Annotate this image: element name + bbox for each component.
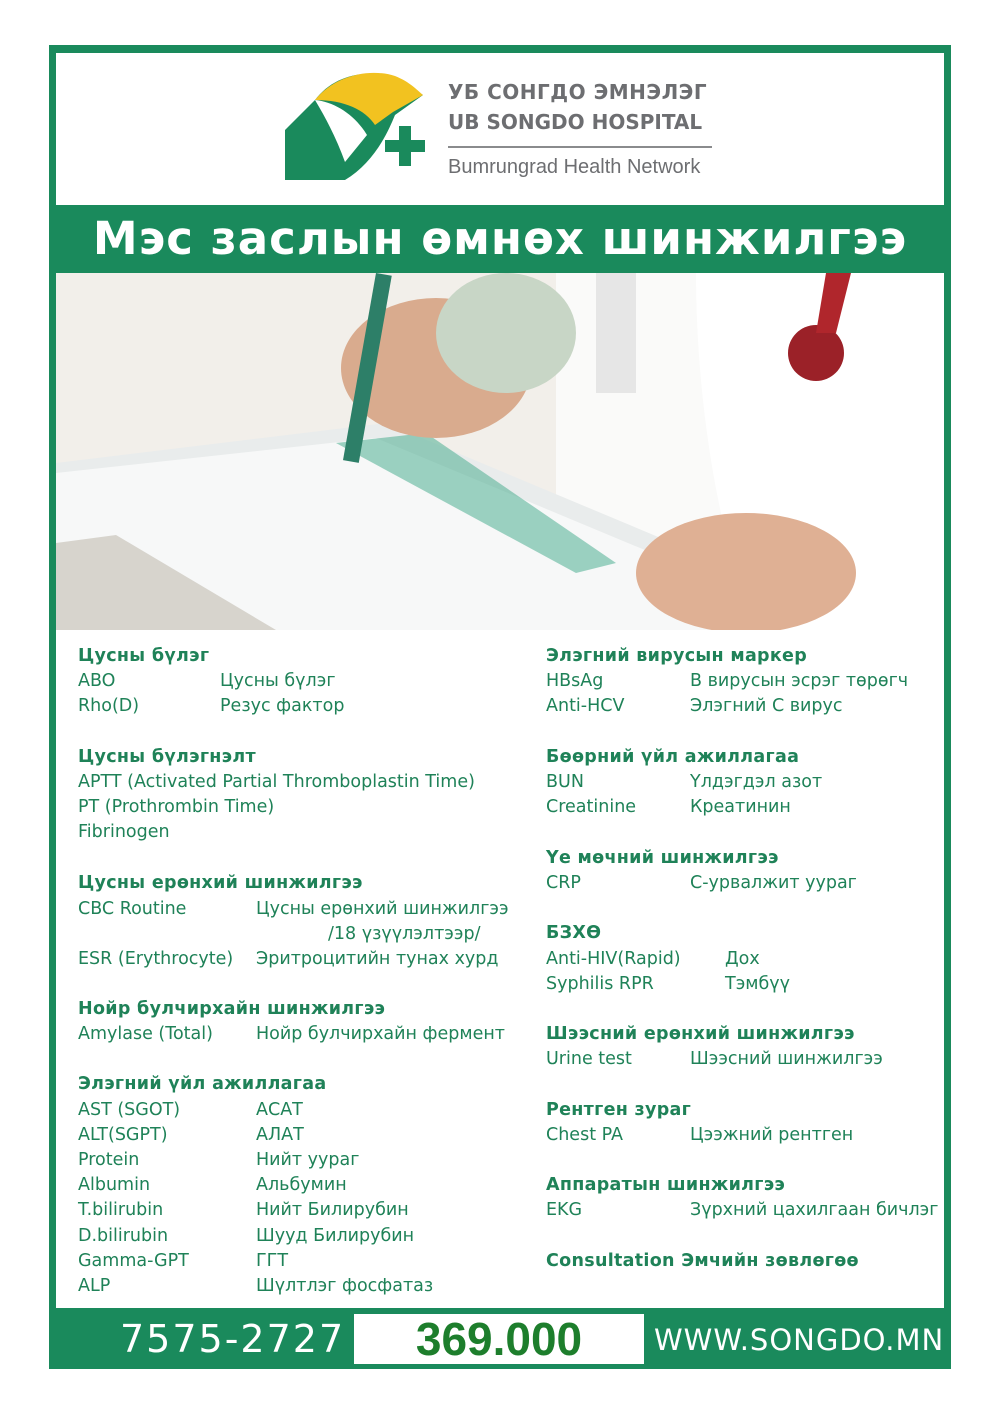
test-code: AST (SGOT) <box>78 1100 181 1120</box>
test-desc: В вирусын эсрэг төрөгч <box>690 671 909 691</box>
test-code: ALP <box>78 1276 111 1296</box>
test-code: Fibrinogen <box>78 822 170 842</box>
page-title: Мэс заслын өмнөх шинжилгээ <box>92 212 908 265</box>
test-desc: Альбумин <box>256 1175 347 1195</box>
doctor-writing-on-clipboard-photo <box>56 273 944 630</box>
test-code: Urine test <box>546 1049 632 1069</box>
hospital-name-mn: УБ СОНГДО ЭМНЭЛЭГ <box>448 80 708 104</box>
test-code: CBC Routine <box>78 899 187 919</box>
test-code: T.bilirubin <box>78 1200 164 1220</box>
test-desc: Дох <box>725 949 760 969</box>
test-desc: Нойр булчирхайн фермент <box>256 1024 505 1044</box>
test-desc: С-урвалжит уураг <box>690 873 857 893</box>
section-heading: Нойр булчирхайн шинжилгээ <box>78 999 386 1019</box>
network-name: Bumrungrad Health Network <box>448 156 701 178</box>
test-desc: Креатинин <box>690 797 791 817</box>
test-code: Amylase (Total) <box>78 1024 213 1044</box>
section-heading: Үе мөчний шинжилгээ <box>546 848 779 868</box>
test-code: D.bilirubin <box>78 1226 169 1246</box>
hospital-name-en: UB SONGDO HOSPITAL <box>448 110 703 134</box>
test-desc: АСАТ <box>256 1100 303 1120</box>
test-code: EKG <box>546 1200 583 1220</box>
test-code: ESR (Erythrocyte) <box>78 949 234 969</box>
test-desc: Шээсний шинжилгээ <box>690 1049 883 1069</box>
test-desc: Эритроцитийн тунах хурд <box>256 949 499 969</box>
test-code: APTT (Activated Partial Thromboplastin Time) <box>78 772 475 792</box>
test-code: Chest PA <box>546 1125 624 1145</box>
section-heading: Шээсний ерөнхий шинжилгээ <box>546 1024 855 1044</box>
test-code: HBsAg <box>546 671 604 691</box>
test-code: CRP <box>546 873 581 893</box>
test-desc: Резус фактор <box>220 696 345 716</box>
test-code: Creatinine <box>546 797 637 817</box>
section-heading: Цусны бүлэгнэлт <box>78 747 256 767</box>
test-code: Anti-HCV <box>546 696 625 716</box>
test-desc: Элэгний С вирус <box>690 696 843 716</box>
test-desc: Нийт уураг <box>256 1150 360 1170</box>
test-code: Protein <box>78 1150 140 1170</box>
test-desc: ГГТ <box>256 1251 289 1271</box>
test-code: Rho(D) <box>78 696 140 716</box>
section-heading: БЗХӨ <box>546 923 602 943</box>
section-heading: Цусны бүлэг <box>78 646 210 666</box>
brand-block <box>448 80 712 179</box>
test-desc: Цээжний рентген <box>690 1125 854 1145</box>
test-code: ABO <box>78 671 116 691</box>
test-code: PT (Prothrombin Time) <box>78 797 275 817</box>
price-value: 369.000 <box>415 1313 583 1365</box>
test-code: BUN <box>546 772 584 792</box>
test-desc: Нийт Билирубин <box>256 1200 409 1220</box>
brand-divider <box>448 146 712 148</box>
section-heading: Consultation Эмчийн зөвлөгөө <box>546 1251 859 1271</box>
section-heading: Рентген зураг <box>546 1100 692 1120</box>
test-code: Gamma-GPT <box>78 1251 189 1271</box>
test-code: ALT(SGPT) <box>78 1125 168 1145</box>
test-code: Syphilis RPR <box>546 974 654 994</box>
section-heading: Бөөрний үйл ажиллагаа <box>546 747 800 767</box>
section-heading: Аппаратын шинжилгээ <box>546 1175 786 1195</box>
website-link[interactable]: WWW.SONGDO.MN <box>654 1323 945 1357</box>
test-desc: АЛАТ <box>256 1125 304 1145</box>
test-code: Anti-HIV(Rapid) <box>546 949 681 969</box>
section-heading: Элэгний вирусын маркер <box>546 646 808 666</box>
test-desc: /18 үзүүлэлтээр/ <box>328 924 481 944</box>
test-desc: Цусны бүлэг <box>220 671 336 691</box>
test-code: Albumin <box>78 1175 151 1195</box>
section-heading: Цусны ерөнхий шинжилгээ <box>78 873 363 893</box>
phone-number[interactable]: 7575-2727 <box>120 1317 346 1361</box>
test-desc: Үлдэгдэл азот <box>690 772 823 792</box>
test-desc: Зүрхний цахилгаан бичлэг <box>690 1200 939 1220</box>
section-heading: Элэгний үйл ажиллагаа <box>78 1074 327 1094</box>
ginkgo-leaf-cross-icon <box>275 70 435 190</box>
test-desc: Цусны ерөнхий шинжилгээ <box>256 899 509 919</box>
test-desc: Шууд Билирубин <box>256 1226 415 1246</box>
test-desc: Тэмбүү <box>725 974 791 994</box>
test-desc: Шүлтлэг фосфатаз <box>256 1276 434 1296</box>
